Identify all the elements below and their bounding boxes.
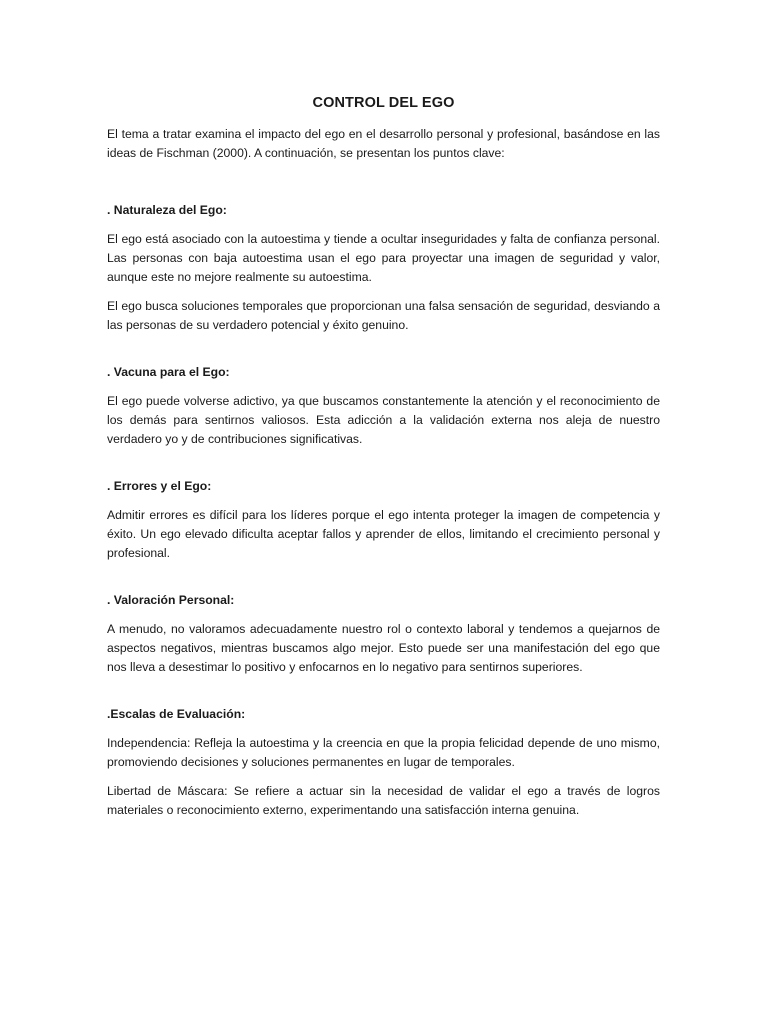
section-heading: . Vacuna para el Ego:: [107, 365, 230, 379]
section-paragraph: Libertad de Máscara: Se refiere a actuar sin la necesidad de validar el ego a través de logros materiales o reconocimiento externo, experimentando una satisfacción interna genuina.: [107, 784, 660, 817]
section-paragraph: Admitir errores es difícil para los líderes porque el ego intenta proteger la imagen de competencia y éxito. Un ego elevado dificulta aceptar fallos y aprender de ellos, limitando el crecimiento personal y profesional.: [107, 508, 660, 560]
section-paragraph: El ego está asociado con la autoestima y tiende a ocultar inseguridades y falta de confianza personal. Las personas con baja autoestima usan el ego para proyectar una imagen de seguridad y valor, aunque este no mejore realmente su autoestima.: [107, 232, 660, 284]
section-escalas-de-evaluacion: [107, 705, 660, 820]
section-paragraph: Independencia: Refleja la autoestima y la creencia en que la propia felicidad depende de uno mismo, promoviendo decisiones y soluciones permanentes en lugar de temporales.: [107, 736, 660, 769]
section-heading: . Naturaleza del Ego:: [107, 203, 227, 217]
section-heading: .Escalas de Evaluación:: [107, 707, 246, 721]
section-paragraph: El ego busca soluciones temporales que proporcionan una falsa sensación de seguridad, desviando a las personas de su verdadero potencial y éxito genuino.: [107, 299, 660, 332]
document-page: [107, 93, 660, 820]
section-valoracion-personal: [107, 591, 660, 677]
section-errores-y-el-ego: [107, 477, 660, 563]
section-heading: . Valoración Personal:: [107, 593, 235, 607]
document-title: CONTROL DEL EGO: [312, 95, 455, 111]
intro-paragraph: El tema a tratar examina el impacto del ego en el desarrollo personal y profesional, basándose en las ideas de Fischman (2000). A continuación, se presentan los puntos clave:: [107, 127, 660, 160]
section-paragraph: A menudo, no valoramos adecuadamente nuestro rol o contexto laboral y tendemos a quejarnos de aspectos negativos, mientras buscamos algo mejor. Esto puede ser una manifestación del ego que nos lleva a desestimar lo positivo y enfocarnos en lo negativo para sentirnos superiores.: [107, 622, 660, 674]
section-vacuna-para-el-ego: [107, 363, 660, 449]
section-paragraph: El ego puede volverse adictivo, ya que buscamos constantemente la atención y el reconocimiento de los demás para sentirnos valiosos. Esta adicción a la validación externa nos aleja de nuestro verdadero yo y de contribuciones significativas.: [107, 394, 660, 446]
section-heading: . Errores y el Ego:: [107, 479, 212, 493]
section-naturaleza-del-ego: [107, 201, 660, 335]
